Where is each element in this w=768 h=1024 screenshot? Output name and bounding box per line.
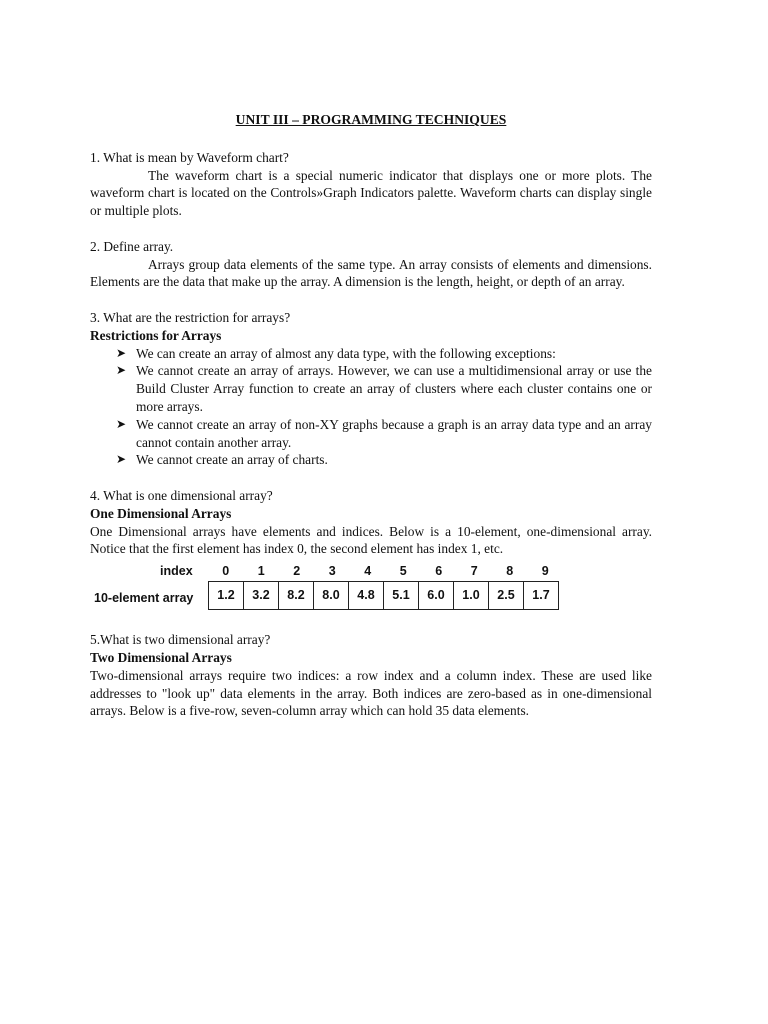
question-3: 3. What are the restriction for arrays? <box>90 309 291 325</box>
index-cell: 3 <box>328 564 336 579</box>
arrow-bullet-icon: ➤ <box>116 416 127 431</box>
index-cell: 9 <box>541 564 549 579</box>
index-cell: 0 <box>222 564 230 579</box>
value-cell: 1.7 <box>532 588 550 603</box>
list-item: ➤ We cannot create an array of non-XY graphs because a graph is an array data type and an array cannot contain another array. <box>116 416 652 450</box>
value-cell: 1.2 <box>209 582 244 609</box>
arrow-bullet-icon: ➤ <box>116 452 127 467</box>
restrictions-list <box>90 345 652 470</box>
value-cell: 6.0 <box>419 582 454 609</box>
question-2: 2. Define array. <box>90 238 174 254</box>
unit-title: UNIT III – PROGRAMMING TECHNIQUES <box>235 112 507 127</box>
answer-4: One Dimensional arrays have elements and indices. Below is a 10-element, one-dimensional array. Notice that the first element has index 0, the second element has index 1, etc. <box>90 523 652 557</box>
index-cell: 5 <box>399 564 407 579</box>
index-cell: 8 <box>506 564 514 579</box>
value-cell: 8.0 <box>314 582 349 609</box>
arrow-bullet-icon: ➤ <box>116 345 127 360</box>
question-4: 4. What is one dimensional array? <box>90 487 273 503</box>
heading-two-dimensional: Two Dimensional Arrays <box>90 649 232 665</box>
value-cell: 1.0 <box>454 582 489 609</box>
value-cell: 5.1 <box>384 582 419 609</box>
value-cell: 8.2 <box>279 582 314 609</box>
answer-5: Two-dimensional arrays require two indices: a row index and a column index. These are used like addresses to "look up" data elements in the array. Both indices are zero-based as in one-dimensional arrays. Below is a five-row, seven-column array which can hold 35 data elements. <box>90 667 652 719</box>
heading-one-dimensional: One Dimensional Arrays <box>90 505 232 521</box>
list-item: ➤ We cannot create an array of arrays. However, we can use a multidimensional array or use the Build Cluster Array function to create an array of clusters where each cluster contains one or more arrays. <box>116 363 652 414</box>
index-cell: 6 <box>435 564 443 579</box>
document-content <box>90 111 652 720</box>
figure-index-label: index <box>160 564 193 579</box>
list-item: ➤ We can create an array of almost any data type, with the following exceptions: <box>116 345 556 361</box>
heading-restrictions: Restrictions for Arrays <box>90 327 222 343</box>
question-1: 1. What is mean by Waveform chart? <box>90 149 289 165</box>
figure-array-label: 10-element array <box>94 591 194 606</box>
list-item: ➤ We cannot create an array of charts. <box>116 452 328 468</box>
value-cell: 2.5 <box>489 582 524 609</box>
figure-value-row <box>208 581 559 610</box>
index-cell: 1 <box>257 564 265 579</box>
question-5: 5.What is two dimensional array? <box>90 632 271 648</box>
index-cell: 2 <box>293 564 301 579</box>
value-cell: 3.2 <box>244 582 279 609</box>
answer-2: Arrays group data elements of the same type. An array consists of elements and dimensions. Elements are the data that make up the array. A dimension is the length, height, or depth of an array. <box>90 256 652 290</box>
answer-1: The waveform chart is a special numeric indicator that displays one or more plots. The waveform chart is located on the Controls»Graph Indicators palette. Waveform charts can display single or multiple plots. <box>90 167 652 219</box>
index-cell: 7 <box>470 564 478 579</box>
figure-index-row <box>208 563 563 581</box>
index-cell: 4 <box>364 564 372 579</box>
value-cell: 4.8 <box>349 582 384 609</box>
one-dimensional-array-figure <box>90 561 564 611</box>
arrow-bullet-icon: ➤ <box>116 363 127 378</box>
